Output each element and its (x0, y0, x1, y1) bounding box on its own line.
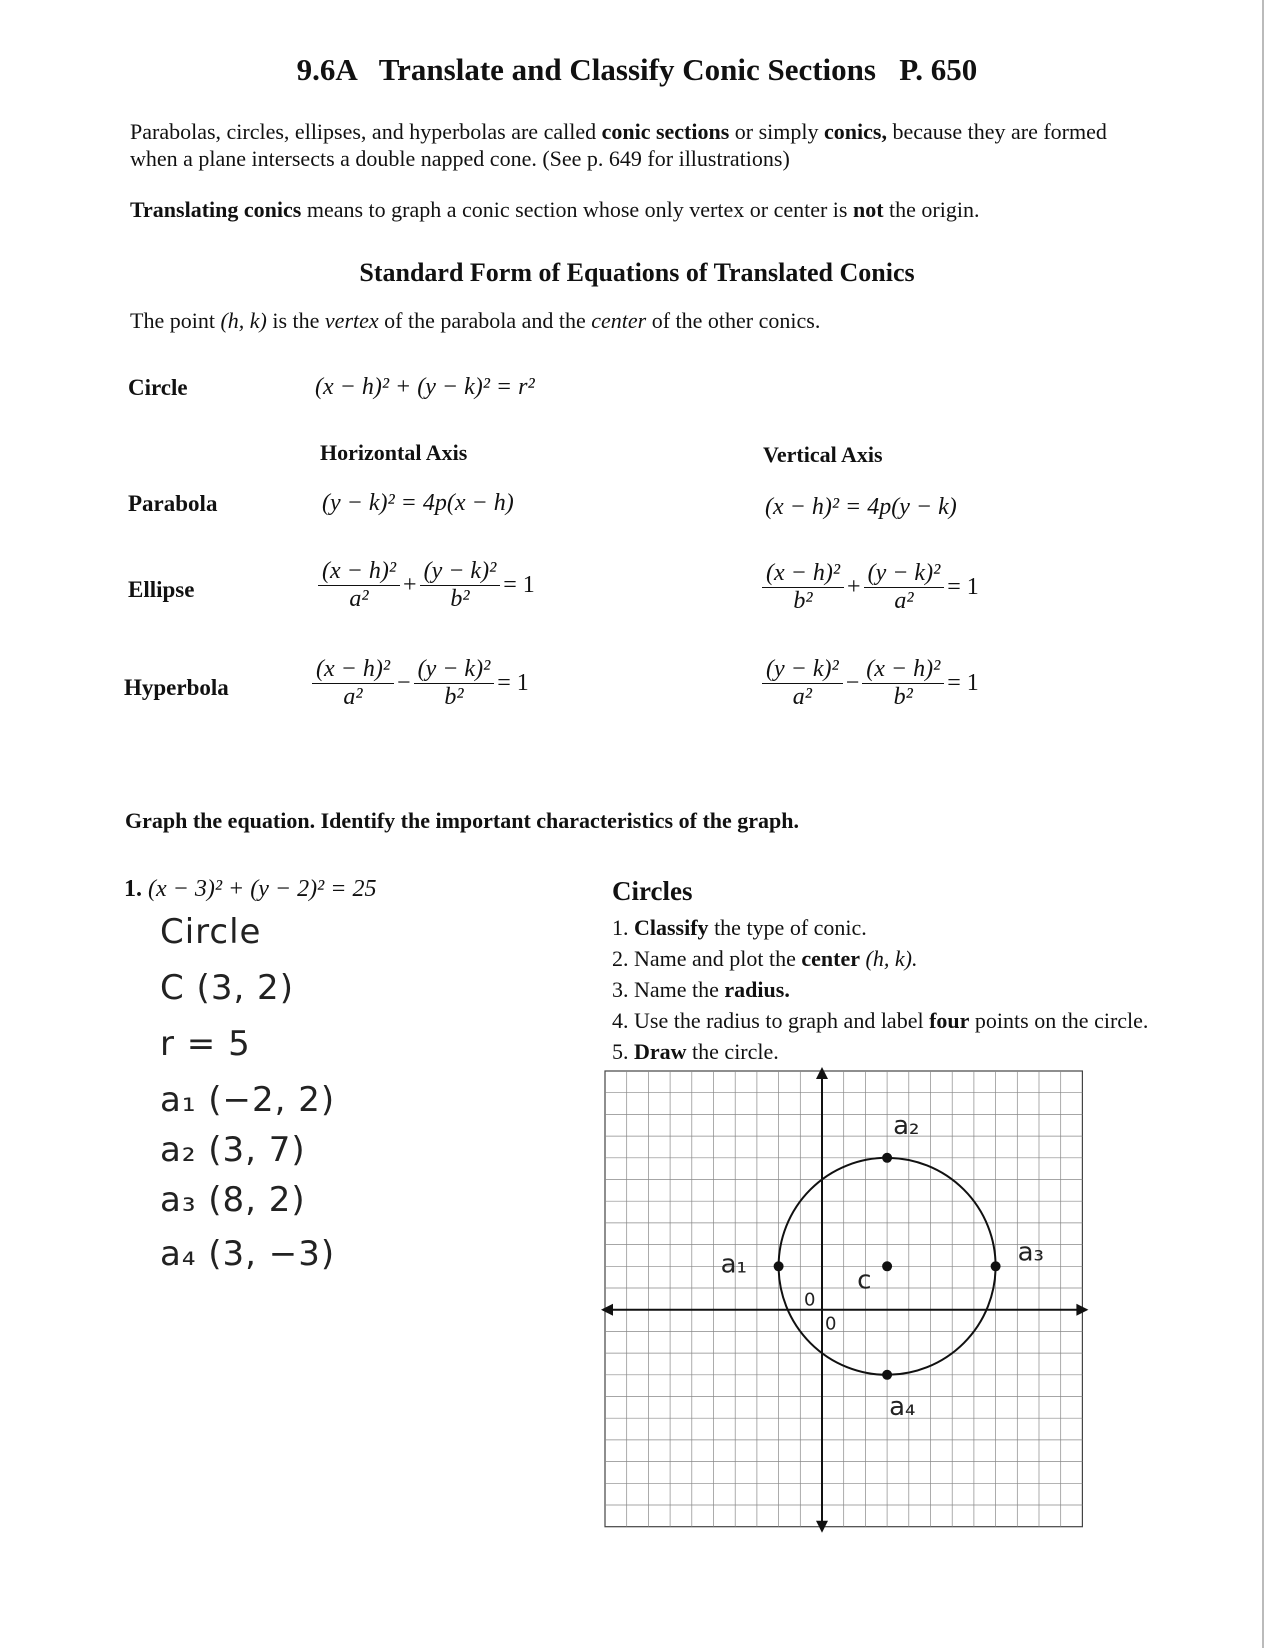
vertical-axis-heading: Vertical Axis (763, 442, 883, 467)
step-keyword: four (929, 1008, 970, 1033)
fraction (318, 558, 400, 613)
parabola-vertical-equation: (x − h)² = 4p(y − k) (765, 494, 957, 520)
plotted-point (882, 1261, 892, 1271)
ellipse-vertical-equation (762, 560, 982, 615)
numerator: (x − h)² (318, 558, 400, 586)
plotted-point (882, 1370, 892, 1380)
translating-paragraph (130, 196, 1130, 223)
translating-text: the origin. (883, 197, 980, 222)
equals-one: = 1 (503, 572, 535, 598)
origin-label: 0 (804, 1289, 816, 1311)
circles-steps-title: Circles (612, 876, 693, 906)
numerator: (y − k)² (864, 560, 945, 588)
step-text: the circle. (686, 1039, 779, 1064)
denominator: b² (444, 684, 464, 710)
denominator: a² (792, 684, 812, 710)
handwritten-point-a3: a₃ (8, 2) (160, 1180, 306, 1220)
hyperbola-horizontal-equation (312, 656, 532, 711)
denominator: a² (343, 684, 363, 710)
exercise-instruction: Graph the equation. Identify the important characteristics of the graph. (125, 808, 800, 833)
point-label: a₃ (1017, 1237, 1044, 1268)
term-not: not (852, 197, 884, 222)
intro-paragraph (130, 118, 1130, 172)
step-keyword: center (801, 946, 861, 971)
handwritten-radius: r = 5 (160, 1024, 251, 1064)
note-text: of the parabola and the (378, 308, 592, 333)
fraction (762, 560, 844, 615)
fraction (414, 656, 495, 711)
circle-label: Circle (128, 375, 188, 400)
step-number: 5. (612, 1039, 629, 1064)
step-item (612, 1036, 1148, 1067)
term-center: center (591, 308, 647, 333)
step-text: (h, k). (860, 946, 918, 971)
denominator: b² (893, 684, 913, 710)
step-keyword: Draw (634, 1039, 687, 1064)
handwritten-classification: Circle (160, 912, 262, 952)
step-text: the type of conic. (708, 915, 867, 940)
fraction (762, 656, 843, 711)
numerator: (y − k)² (762, 656, 843, 684)
step-keyword: Classify (634, 915, 709, 940)
step-number: 4. (612, 1008, 629, 1033)
circle-equation: (x − h)² + (y − k)² = r² (315, 374, 535, 400)
intro-text: because they are formed when a plane intersects a double napped cone. (See p. 649 for illustrations) (130, 119, 1107, 171)
equals-one: = 1 (947, 574, 979, 600)
plotted-point (882, 1153, 892, 1163)
vertex-note (130, 307, 1130, 334)
hyperbola-vertical-equation (762, 656, 982, 711)
fraction (312, 656, 394, 711)
page-margin-line (1262, 0, 1264, 1648)
point-label: c (857, 1265, 872, 1296)
hyperbola-label: Hyperbola (124, 675, 229, 700)
parabola-label: Parabola (128, 491, 218, 516)
problem-number: 1. (124, 876, 142, 902)
standard-form-heading: Standard Form of Equations of Translated Conics (359, 258, 915, 287)
term-conics: conics, (824, 119, 887, 144)
handwritten-center: C (3, 2) (160, 968, 294, 1008)
handwritten-point-a1: a₁ (−2, 2) (160, 1080, 336, 1120)
ellipse-label: Ellipse (128, 577, 195, 602)
point-label: a₂ (893, 1110, 920, 1141)
denominator: b² (793, 588, 813, 614)
point-label: a₁ (720, 1249, 747, 1280)
step-number: 3. (612, 977, 629, 1002)
circles-steps-list (612, 912, 1148, 1067)
translating-text: means to graph a conic section whose only vertex or center is (301, 197, 853, 222)
step-text: Name the (634, 977, 725, 1002)
fraction (864, 560, 945, 615)
step-item (612, 912, 1148, 943)
numerator: (x − h)² (312, 656, 394, 684)
step-text: Name and plot the (634, 946, 802, 971)
step-number: 1. (612, 915, 629, 940)
operator: − (845, 670, 860, 696)
numerator: (y − k)² (420, 558, 501, 586)
problem-1 (124, 876, 376, 903)
y-axis-arrow-up (816, 1067, 828, 1079)
plotted-point (991, 1261, 1001, 1271)
step-number: 2. (612, 946, 629, 971)
numerator: (x − h)² (762, 560, 844, 588)
coordinate-graph (600, 1066, 1090, 1546)
operator: − (397, 670, 411, 696)
equals-one: = 1 (947, 670, 979, 696)
x-axis-arrow-left (601, 1304, 613, 1316)
point-hk: (h, k) (220, 308, 267, 333)
step-item (612, 1005, 1148, 1036)
fraction (420, 558, 501, 613)
step-item (612, 974, 1148, 1005)
denominator: a² (894, 588, 914, 614)
operator: + (847, 574, 861, 600)
step-keyword: radius. (724, 977, 790, 1002)
note-text: is the (266, 308, 325, 333)
step-text: points on the circle. (969, 1008, 1149, 1033)
equals-one: = 1 (497, 670, 529, 696)
horizontal-axis-heading: Horizontal Axis (320, 440, 468, 465)
numerator: (x − h)² (862, 656, 944, 684)
note-text: of the other conics. (646, 308, 821, 333)
operator: + (403, 572, 417, 598)
denominator: a² (349, 586, 369, 612)
intro-text: or simply (729, 119, 825, 144)
denominator: b² (450, 586, 470, 612)
problem-equation: (x − 3)² + (y − 2)² = 25 (148, 876, 377, 902)
numerator: (y − k)² (414, 656, 495, 684)
step-text: Use the radius to graph and label (634, 1008, 930, 1033)
term-vertex: vertex (324, 308, 379, 333)
ellipse-horizontal-equation (318, 558, 538, 613)
fraction (862, 656, 944, 711)
plotted-point (774, 1261, 784, 1271)
parabola-horizontal-equation: (y − k)² = 4p(x − h) (322, 490, 514, 516)
point-label: a₄ (889, 1391, 916, 1422)
intro-text: Parabolas, circles, ellipses, and hyperbolas are called (130, 119, 602, 144)
handwritten-point-a2: a₂ (3, 7) (160, 1130, 306, 1170)
step-item (612, 943, 1148, 974)
origin-label: 0 (825, 1313, 837, 1335)
page-title: 9.6A Translate and Classify Conic Sections P. 650 (296, 52, 978, 87)
term-conic-sections: conic sections (601, 119, 730, 144)
handwritten-point-a4: a₄ (3, −3) (160, 1234, 336, 1274)
note-text: The point (130, 308, 221, 333)
term-translating-conics: Translating conics (130, 197, 302, 222)
